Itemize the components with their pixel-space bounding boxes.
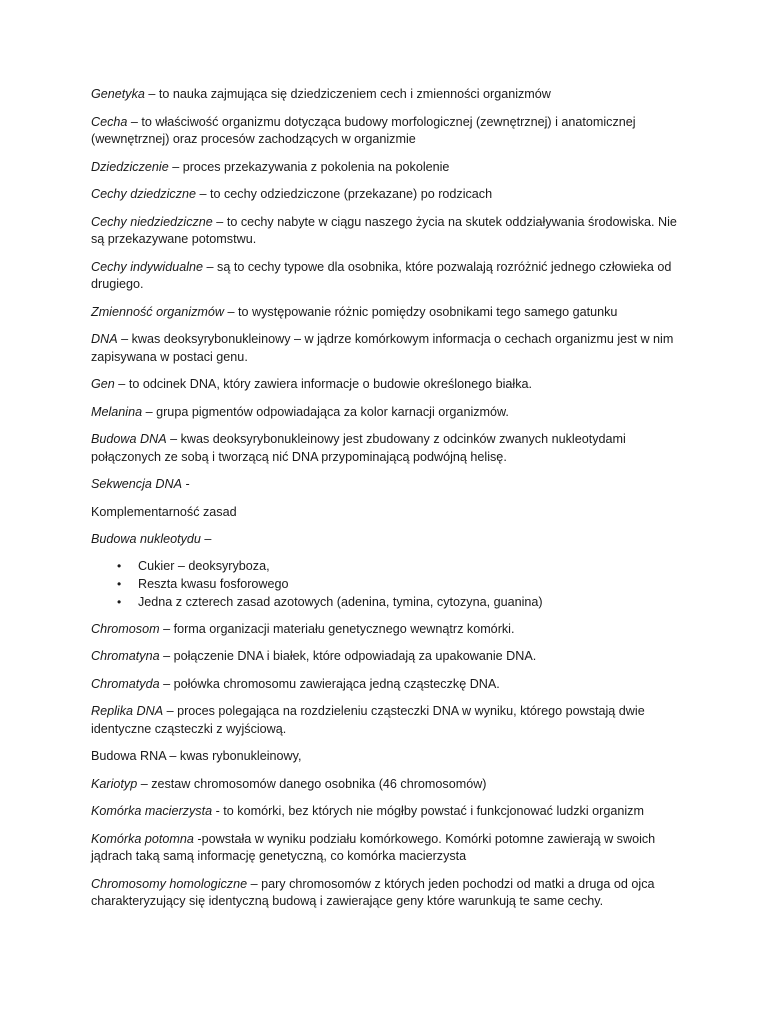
term: Kariotyp [91, 776, 138, 791]
definition-text: – grupa pigmentów odpowiadająca za kolor karnacji organizmów. [142, 404, 509, 419]
term: Chromosomy homologiczne [91, 876, 248, 891]
term: Cecha [91, 114, 128, 129]
definition-zmiennosc [91, 304, 691, 322]
definition-sekwencja-dna [91, 476, 691, 494]
term: DNA [91, 332, 118, 346]
definition-dna [91, 331, 691, 366]
term: Komórka potomna [91, 831, 194, 846]
definition-text: – to odcinek DNA, który zawiera informacje o budowie określonego białka. [114, 377, 533, 391]
definition-kariotyp [91, 776, 691, 794]
term: Komórka macierzysta [91, 804, 213, 818]
term: Dziedziczenie [91, 159, 169, 174]
definition-budowa-nukleotydu [91, 531, 691, 549]
definition-text: – połączenie DNA i białek, które odpowiadają za upakowanie DNA. [159, 649, 537, 663]
definition-text: – to cechy nabyte w ciągu naszego życia na skutek oddziaływania środowiska. Nie są przekazywane potomstwu. [91, 214, 677, 246]
definition-text: – to cechy odziedziczone (przekazane) po rodzicach [196, 187, 493, 201]
definition-text: – proces polegająca na rozdzieleniu cząsteczki DNA w wyniku, którego powstają dwie identyczne cząsteczki z wyjściową. [91, 704, 645, 736]
list-item [91, 593, 691, 611]
definition-text: - to komórki, bez których nie mógłby powstać i funkcjonować ludzki organizm [212, 804, 644, 818]
term: Genetyka [91, 87, 145, 101]
list-item [91, 575, 691, 593]
definition-text: – kwas deoksyrybonukleinowy – w jądrze komórkowym informacja o cechach organizmu jest w nim zapisywana w postaci genu. [91, 332, 674, 364]
definition-text: – pary chromosomów z których jeden pochodzi od matki a druga od ojca charakteryzujący się identyczną budową i zawierające geny które warunkują te same cechy. [91, 876, 655, 908]
term: Chromatyna [91, 649, 160, 663]
definition-genetyka [91, 86, 691, 104]
definition-text: – kwas deoksyrybonukleinowy jest zbudowany z odcinków zwanych nukleotydami połączonych ze sobą i tworzącą nić DNA przypominającą podwójną helisę. [91, 432, 626, 464]
definition-text: – to nauka zajmująca się dziedziczeniem cech i zmienności organizmów [144, 87, 551, 101]
definition-chromosom [91, 621, 691, 639]
definition-text: – zestaw chromosomów danego osobnika (46 chromosomów) [137, 776, 487, 791]
definition-gen [91, 376, 691, 394]
term: Cechy indywidualne [91, 259, 204, 274]
term: Budowa nukleotydu [91, 532, 201, 546]
term: Cechy dziedziczne [91, 187, 196, 201]
list-item-text: Reszta kwasu fosforowego [138, 576, 289, 591]
definition-cechy-indywidualne [91, 259, 691, 294]
bullet-icon: • [117, 594, 122, 609]
term: Melanina [91, 404, 143, 419]
definition-komorka-potomna [91, 831, 691, 866]
definition-cechy-dziedziczne [91, 186, 691, 204]
bullet-icon: • [117, 558, 122, 573]
definition-chromosomy-homologiczne [91, 876, 691, 911]
definition-text: - [182, 477, 190, 491]
definition-text: – proces przekazywania z pokolenia na pokolenie [168, 159, 450, 174]
definition-text: – to właściwość organizmu dotycząca budowy morfologicznej (zewnętrznej) i anatomicznej (wewnętrznej) oraz procesów zachodzących w organizmie [91, 114, 636, 146]
definition-text: – połówka chromosomu zawierająca jedną cząsteczkę DNA. [159, 676, 500, 691]
list-item-text: Jedna z czterech zasad azotowych (adenina, tymina, cytozyna, guanina) [138, 594, 543, 609]
term: Zmienność organizmów [91, 304, 224, 319]
definition-text: – to występowanie różnic pomiędzy osobnikami tego samego gatunku [224, 304, 618, 319]
definition-cechy-niedziedziczne [91, 214, 691, 249]
definition-komorka-macierzysta [91, 803, 691, 821]
term: Sekwencja DNA [91, 477, 182, 491]
list-item [91, 557, 691, 575]
definition-text: Komplementarność zasad [91, 504, 237, 519]
term: Chromatyda [91, 676, 160, 691]
list-item-text: Cukier – deoksyryboza, [138, 558, 270, 573]
term: Cechy niedziedziczne [91, 214, 213, 229]
definition-chromatyna [91, 648, 691, 666]
term: Budowa DNA [91, 432, 167, 446]
definition-text: -powstała w wyniku podziału komórkowego. Komórki potomne zawierają w swoich jądrach taką samą informację genetyczną, co komórka macierzysta [91, 831, 656, 863]
definition-melanina [91, 404, 691, 422]
bullet-icon: • [117, 576, 122, 591]
definition-budowa-rna [91, 748, 691, 766]
definition-text: – forma organizacji materiału genetycznego wewnątrz komórki. [159, 621, 515, 636]
definition-dziedziczenie [91, 159, 691, 177]
definition-komplementarnosc [91, 504, 691, 522]
term: Chromosom [91, 621, 160, 636]
definition-text: – [200, 532, 212, 546]
definition-text: – są to cechy typowe dla osobnika, które pozwalają rozróżnić jednego człowieka od drugiego. [91, 259, 672, 291]
definition-budowa-dna [91, 431, 691, 466]
definition-text: Budowa RNA – kwas rybonukleinowy, [91, 749, 302, 763]
definition-replika-dna [91, 703, 691, 738]
definition-chromatyda [91, 676, 691, 694]
document-page [91, 86, 691, 921]
term: Gen [91, 377, 115, 391]
definition-cecha [91, 114, 691, 149]
term: Replika DNA [91, 704, 164, 718]
nucleotide-components-list [91, 557, 691, 611]
